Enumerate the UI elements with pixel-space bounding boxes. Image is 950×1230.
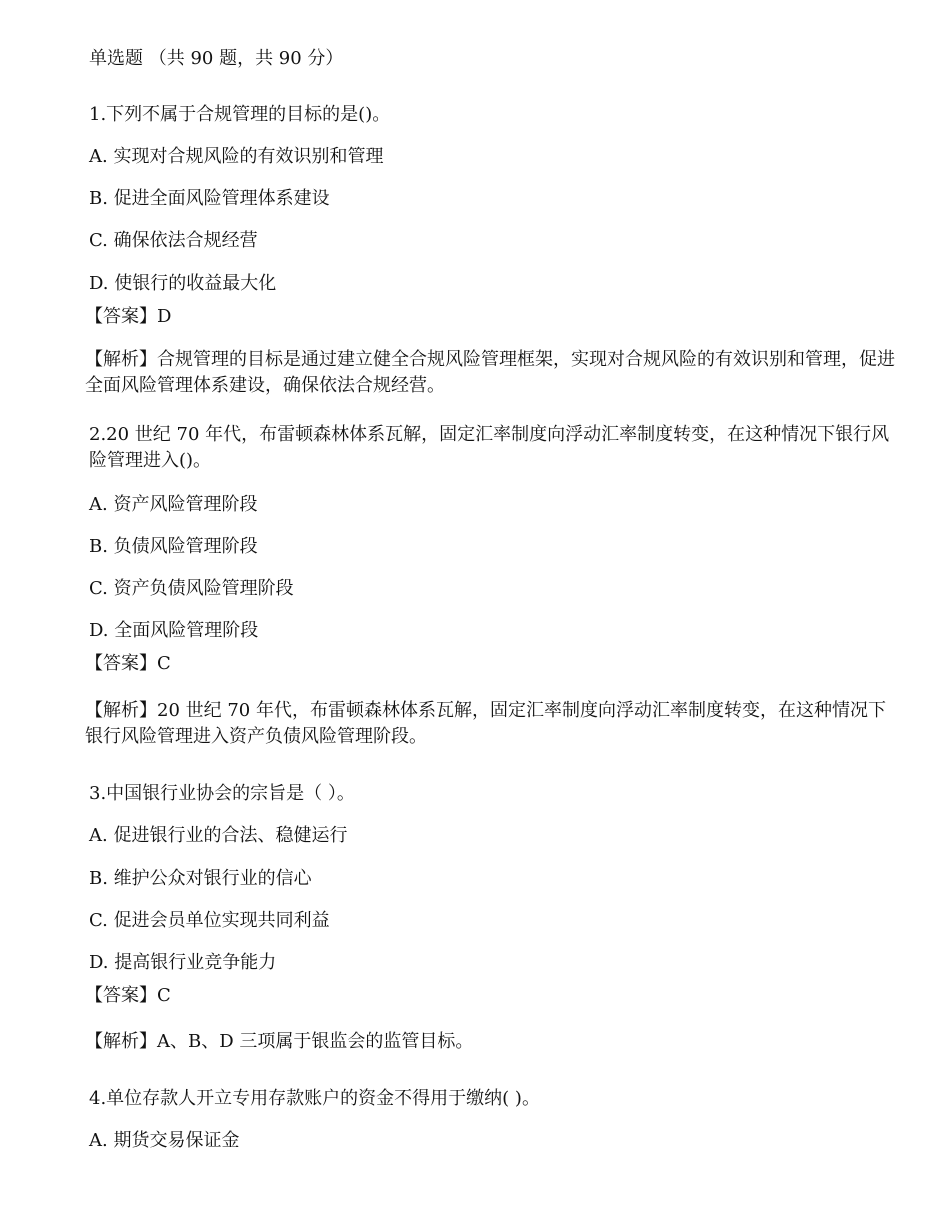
question-stem: 3.中国银行业协会的宗旨是（ ）。 <box>89 783 355 804</box>
option-d: D. 使银行的收益最大化 <box>89 273 277 294</box>
option-a: A. 促进银行业的合法、稳健运行 <box>89 825 348 846</box>
explanation: 【解析】20 世纪 70 年代，布雷顿森林体系瓦解，固定汇率制度向浮动汇率制度转变，在这种情况下银行风险管理进入资产负债风险管理阶段。 <box>85 700 886 747</box>
section-title: 单选题 （共 90 题，共 90 分） <box>89 48 344 69</box>
option-c: C. 确保依法合规经营 <box>89 230 258 251</box>
option-b: B. 负债风险管理阶段 <box>89 536 258 557</box>
answer: 【答案】C <box>85 653 171 674</box>
question-stem: 1.下列不属于合规管理的目标的是()。 <box>89 104 391 125</box>
option-c: C. 资产负债风险管理阶段 <box>89 578 294 599</box>
question-stem: 4.单位存款人开立专用存款账户的资金不得用于缴纳( )。 <box>89 1088 540 1109</box>
option-a: A. 期货交易保证金 <box>89 1130 240 1151</box>
answer: 【答案】C <box>85 985 171 1006</box>
option-c: C. 促进会员单位实现共同利益 <box>89 910 330 931</box>
answer: 【答案】D <box>85 306 172 327</box>
option-b: B. 维护公众对银行业的信心 <box>89 868 312 889</box>
explanation: 【解析】合规管理的目标是通过建立健全合规风险管理框架，实现对合规风险的有效识别和管理，促进全面风险管理体系建设，确保依法合规经营。 <box>85 349 895 396</box>
explanation: 【解析】A、B、D 三项属于银监会的监管目标。 <box>85 1031 474 1052</box>
question-stem: 2.20 世纪 70 年代，布雷顿森林体系瓦解，固定汇率制度向浮动汇率制度转变，在这种情况下银行风险管理进入()。 <box>89 424 890 471</box>
option-d: D. 全面风险管理阶段 <box>89 620 259 641</box>
option-a: A. 实现对合规风险的有效识别和管理 <box>89 146 384 167</box>
option-d: D. 提高银行业竞争能力 <box>89 952 277 973</box>
option-b: B. 促进全面风险管理体系建设 <box>89 188 330 209</box>
option-a: A. 资产风险管理阶段 <box>89 494 258 515</box>
